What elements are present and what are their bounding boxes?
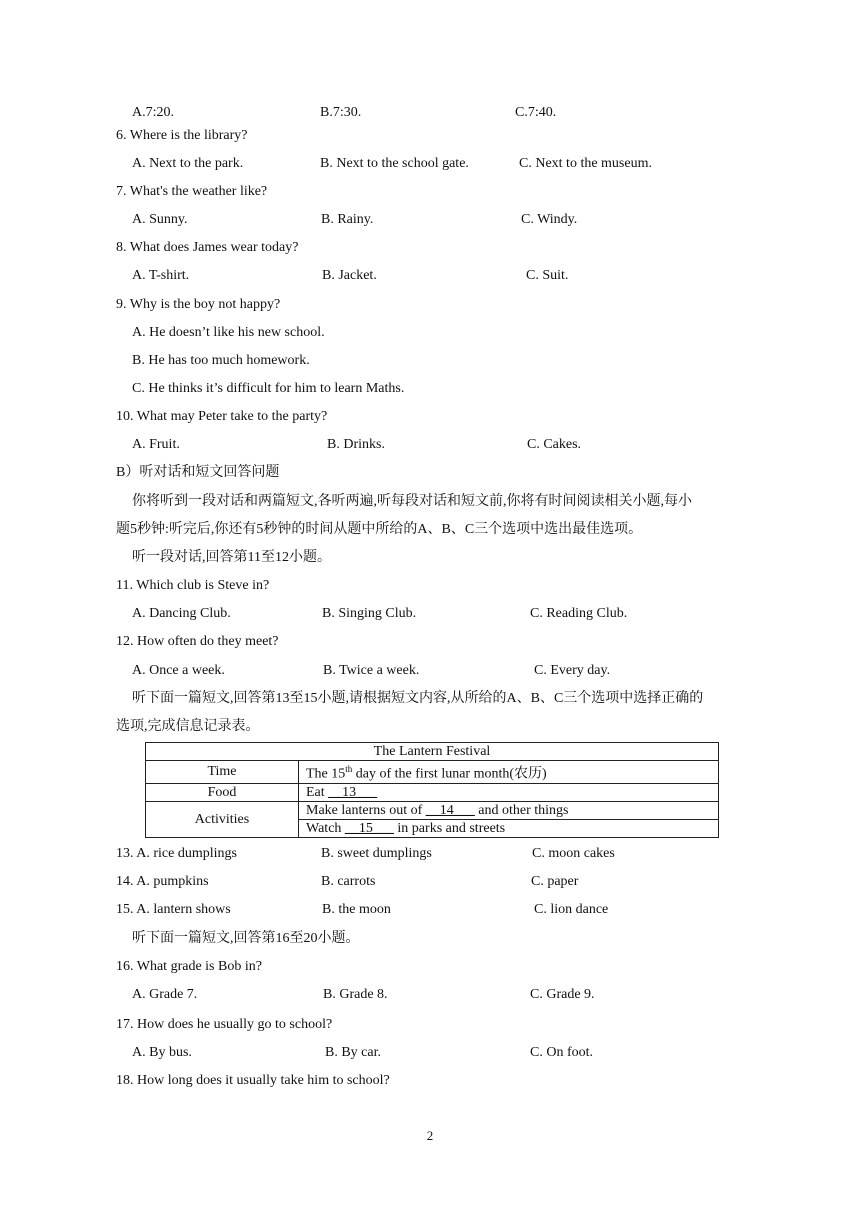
q9-option-b: B. He has too much homework. (132, 353, 310, 368)
q6-text: 6. Where is the library? (116, 128, 248, 143)
q12-text: 12. How often do they meet? (116, 634, 279, 649)
table-row (146, 783, 719, 801)
q6-option-c: C. Next to the museum. (519, 156, 652, 171)
q17-text: 17. How does he usually go to school? (116, 1017, 333, 1032)
q14-option-a: 14. A. pumpkins (116, 874, 209, 889)
q6-option-a: A. Next to the park. (132, 156, 244, 171)
time-value-suffix: day of the first lunar month(农历) (352, 766, 547, 782)
q11-option-c: C. Reading Club. (530, 606, 628, 621)
q9-text: 9. Why is the boy not happy? (116, 297, 281, 312)
passage1-intro-line1: 听下面一篇短文,回答第13至15小题,请根据短文内容,从所给的A、B、C三个选项中选择正确的 (132, 691, 704, 706)
q5-option-a: A.7:20. (132, 105, 174, 120)
q18-text: 18. How long does it usually take him to school? (116, 1073, 390, 1088)
q13-option-a: 13. A. rice dumplings (116, 846, 237, 861)
q10-option-a: A. Fruit. (132, 437, 180, 452)
section-b-instruction-line1: 你将听到一段对话和两篇短文,各听两遍,听每段对话和短文前,你将有时间阅读相关小题,每小 (132, 494, 692, 509)
dialog-intro: 听一段对话,回答第11至12小题。 (132, 550, 331, 565)
q10-option-b: B. Drinks. (327, 437, 385, 452)
q8-option-c: C. Suit. (526, 268, 569, 283)
q10-text: 10. What may Peter take to the party? (116, 409, 328, 424)
passage1-intro-line2: 选项,完成信息记录表。 (116, 719, 260, 734)
table-row (146, 801, 719, 819)
food-label: Food (146, 783, 299, 801)
q15-option-a: 15. A. lantern shows (116, 902, 231, 917)
table-title-row (146, 743, 719, 761)
q13-option-c: C. moon cakes (532, 846, 615, 861)
q10-option-c: C. Cakes. (527, 437, 582, 452)
page-number: 2 (426, 1128, 434, 1143)
q9-option-c: C. He thinks it’s difficult for him to learn Maths. (132, 381, 405, 396)
activity-2 (299, 819, 719, 837)
q15-option-c: C. lion dance (534, 902, 609, 917)
q11-option-b: B. Singing Club. (322, 606, 417, 621)
q7-option-a: A. Sunny. (132, 212, 188, 227)
food-value (299, 783, 719, 801)
q17-option-b: B. By car. (325, 1045, 381, 1060)
section-b-instruction-line2: 题5秒钟:听完后,你还有5秒钟的时间从题中所给的A、B、C三个选项中选出最佳选项。 (116, 522, 643, 537)
blank-14: __14___ (425, 802, 475, 818)
q14-option-c: C. paper (531, 874, 579, 889)
food-value-prefix: Eat (306, 784, 329, 800)
lantern-festival-table (145, 742, 719, 838)
q16-text: 16. What grade is Bob in? (116, 959, 262, 974)
q8-option-a: A. T-shirt. (132, 268, 190, 283)
q16-option-a: A. Grade 7. (132, 987, 198, 1002)
activity-2-suffix: in parks and streets (393, 820, 506, 836)
q8-option-b: B. Jacket. (322, 268, 377, 283)
q7-option-c: C. Windy. (521, 212, 578, 227)
q12-option-a: A. Once a week. (132, 663, 225, 678)
q5-option-c: C.7:40. (515, 105, 557, 120)
q13-option-b: B. sweet dumplings (321, 846, 432, 861)
q17-option-a: A. By bus. (132, 1045, 192, 1060)
q7-text: 7. What's the weather like? (116, 184, 268, 199)
q9-option-a: A. He doesn’t like his new school. (132, 325, 325, 340)
q11-text: 11. Which club is Steve in? (116, 578, 270, 593)
q11-option-a: A. Dancing Club. (132, 606, 231, 621)
blank-13: __13___ (328, 784, 378, 800)
activity-2-prefix: Watch (306, 820, 345, 836)
q5-option-b: B.7:30. (320, 105, 362, 120)
time-value-prefix: The 15 (306, 766, 346, 782)
blank-15: __15___ (344, 820, 394, 836)
q12-option-c: C. Every day. (534, 663, 611, 678)
q6-option-b: B. Next to the school gate. (320, 156, 469, 171)
activity-1-prefix: Make lanterns out of (306, 802, 426, 818)
time-value-superscript: th (345, 764, 353, 774)
table-title: The Lantern Festival (146, 743, 719, 761)
q7-option-b: B. Rainy. (321, 212, 374, 227)
activity-1 (299, 801, 719, 819)
q8-text: 8. What does James wear today? (116, 240, 299, 255)
q14-option-b: B. carrots (321, 874, 376, 889)
passage2-intro: 听下面一篇短文,回答第16至20小题。 (132, 931, 360, 946)
activities-label: Activities (146, 801, 299, 837)
q17-option-c: C. On foot. (530, 1045, 593, 1060)
q16-option-c: C. Grade 9. (530, 987, 595, 1002)
time-value (299, 761, 719, 784)
q15-option-b: B. the moon (322, 902, 391, 917)
table-row (146, 761, 719, 784)
q12-option-b: B. Twice a week. (323, 663, 420, 678)
time-label: Time (146, 761, 299, 784)
q16-option-b: B. Grade 8. (323, 987, 388, 1002)
activity-1-suffix: and other things (474, 802, 569, 818)
section-b-heading: B）听对话和短文回答问题 (116, 465, 280, 480)
